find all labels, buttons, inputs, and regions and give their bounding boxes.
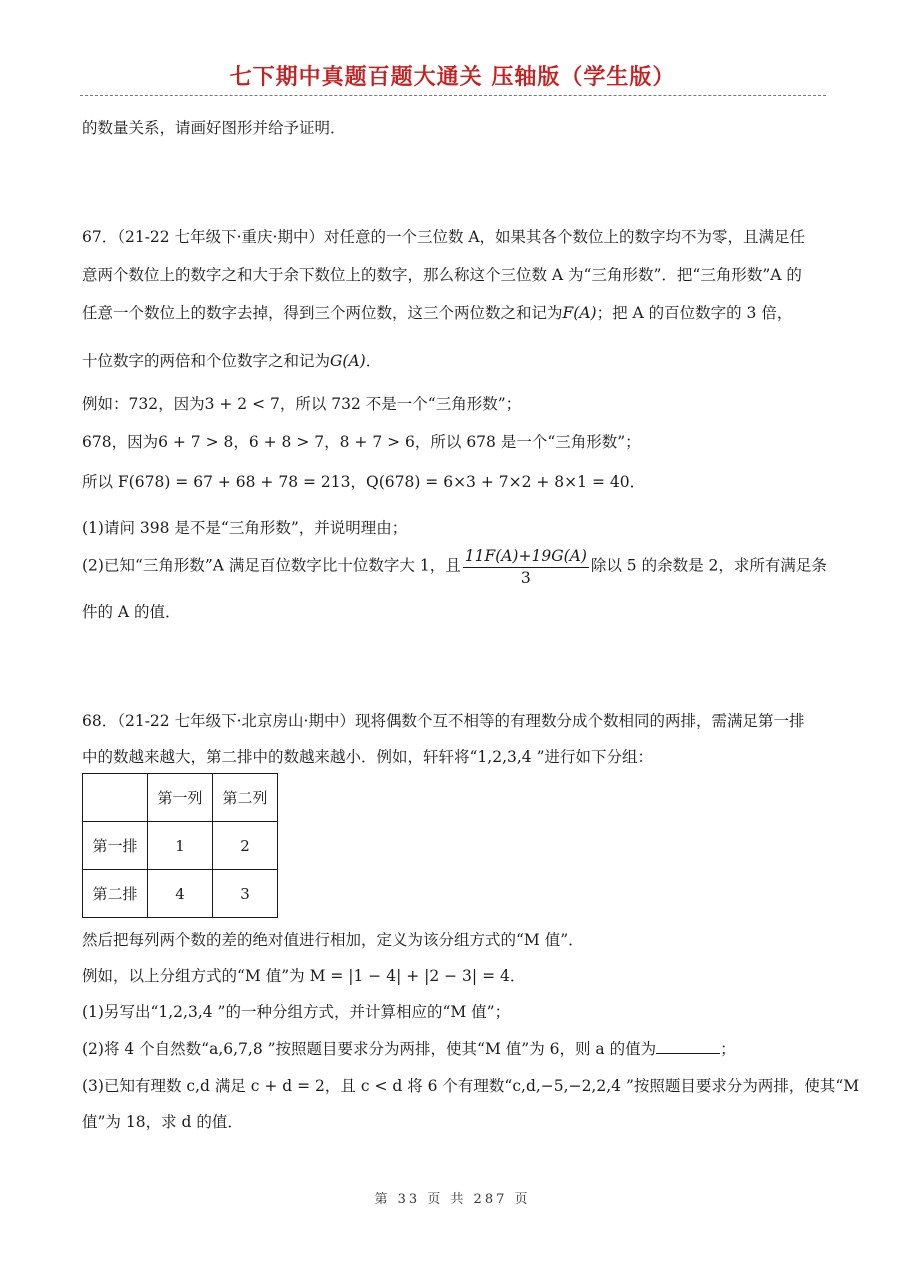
q67-line-4a: 十位数字的两倍和个位数字之和记为 xyxy=(82,352,331,370)
table-cell: 4 xyxy=(148,870,213,918)
q67-fraction-denominator: 3 xyxy=(520,569,531,587)
page-footer: 第 33 页 共 287 页 xyxy=(374,1192,531,1207)
q68-part-2b: ； xyxy=(720,1040,736,1058)
q67-g-a: G(A) xyxy=(330,352,366,370)
q67-example-1: 例如：732，因为3 + 2 < 7，所以 732 不是一个“三角形数”； xyxy=(82,395,522,413)
q67-line-1: 67．（21-22 七年级下·重庆·期中）对任意的一个三位数 A，如果其各个数位上的数字均不为零，且满足任 xyxy=(82,228,806,246)
table-header-cell xyxy=(83,774,148,822)
page-header-title: 七下期中真题百题大通关 压轴版（学生版） xyxy=(229,65,676,90)
q68-line-2: 中的数越来越大，第二排中的数越来越小．例如，轩轩将“1,2,3,4 ”进行如下分组： xyxy=(82,748,654,766)
q68-after-1: 然后把每列两个数的差的绝对值进行相加，定义为该分组方式的“M 值”． xyxy=(82,931,584,949)
q67-line-3 xyxy=(82,302,827,324)
table-row-label: 第二排 xyxy=(83,870,148,918)
table-row xyxy=(83,870,278,918)
header-divider xyxy=(80,95,826,96)
q67-fraction-numerator: 11F(A)+19G(A) xyxy=(463,545,589,568)
table-row-label: 第一排 xyxy=(83,822,148,870)
table-header-row xyxy=(83,774,278,822)
q67-part-1: (1)请问 398 是不是“三角形数”，并说明理由； xyxy=(82,519,408,537)
q67-line-4b: ． xyxy=(365,352,382,370)
q67-line-2: 意两个数位上的数字之和大于余下数位上的数字，那么称这个三位数 A 为“三角形数”．把“三角形数”A 的 xyxy=(82,266,802,284)
previous-question-tail: 的数量关系，请画好图形并给予证明． xyxy=(82,119,346,137)
q68-part-1: (1)另写出“1,2,3,4 ”的一种分组方式，并计算相应的“M 值”； xyxy=(82,1003,511,1021)
q67-part-2a: (2)已知“三角形数”A 满足百位数字比十位数字大 1，且 xyxy=(82,556,461,575)
table-row xyxy=(83,822,278,870)
q67-part-2c: 件的 A 的值． xyxy=(82,603,181,621)
table-cell: 1 xyxy=(148,822,213,870)
q68-part-2 xyxy=(82,1037,827,1060)
q67-part-2 xyxy=(82,545,827,588)
table-cell: 3 xyxy=(213,870,278,918)
table-header-cell: 第二列 xyxy=(213,774,278,822)
q67-line-3b: ；把 A 的百位数字的 3 倍， xyxy=(596,304,793,322)
q67-f-a: F(A) xyxy=(562,304,597,322)
q67-line-4 xyxy=(82,350,827,372)
q67-part-2b: 除以 5 的余数是 2，求所有满足条 xyxy=(590,556,827,575)
q68-part-2a: (2)将 4 个自然数“a,6,7,8 ”按照题目要求分为两排，使其“M 值”为 6，则 a 的值为 xyxy=(82,1040,657,1058)
answer-blank xyxy=(656,1037,720,1054)
table-cell: 2 xyxy=(213,822,278,870)
q67-line-3a: 任意一个数位上的数字去掉，得到三个两位数，这三个两位数之和记为 xyxy=(82,304,563,322)
q67-fraction xyxy=(463,545,589,588)
q68-line-1: 68．（21-22 七年级下·北京房山·期中）现将偶数个互不相等的有理数分成个数相同的两排，需满足第一排 xyxy=(82,712,805,730)
q67-example-2: 678，因为6 + 7 > 8，6 + 8 > 7，8 + 7 > 6，所以 678 是一个“三角形数”； xyxy=(82,433,641,451)
q68-part-3b: 值”为 18，求 d 的值． xyxy=(82,1113,243,1131)
q67-example-3: 所以 F(678) = 67 + 68 + 78 = 213，Q(678) = 6×3 + 7×2 + 8×1 = 40． xyxy=(82,473,646,491)
q68-after-2: 例如，以上分组方式的“M 值”为 M = |1 − 4| + |2 − 3| = 4． xyxy=(82,967,526,985)
grouping-table xyxy=(82,773,278,918)
q68-part-3: (3)已知有理数 c,d 满足 c + d = 2，且 c < d 将 6 个有理数“c,d,−5,−2,2,4 ”按照题目要求分为两排，使其“M xyxy=(82,1077,860,1095)
table-header-cell: 第一列 xyxy=(148,774,213,822)
